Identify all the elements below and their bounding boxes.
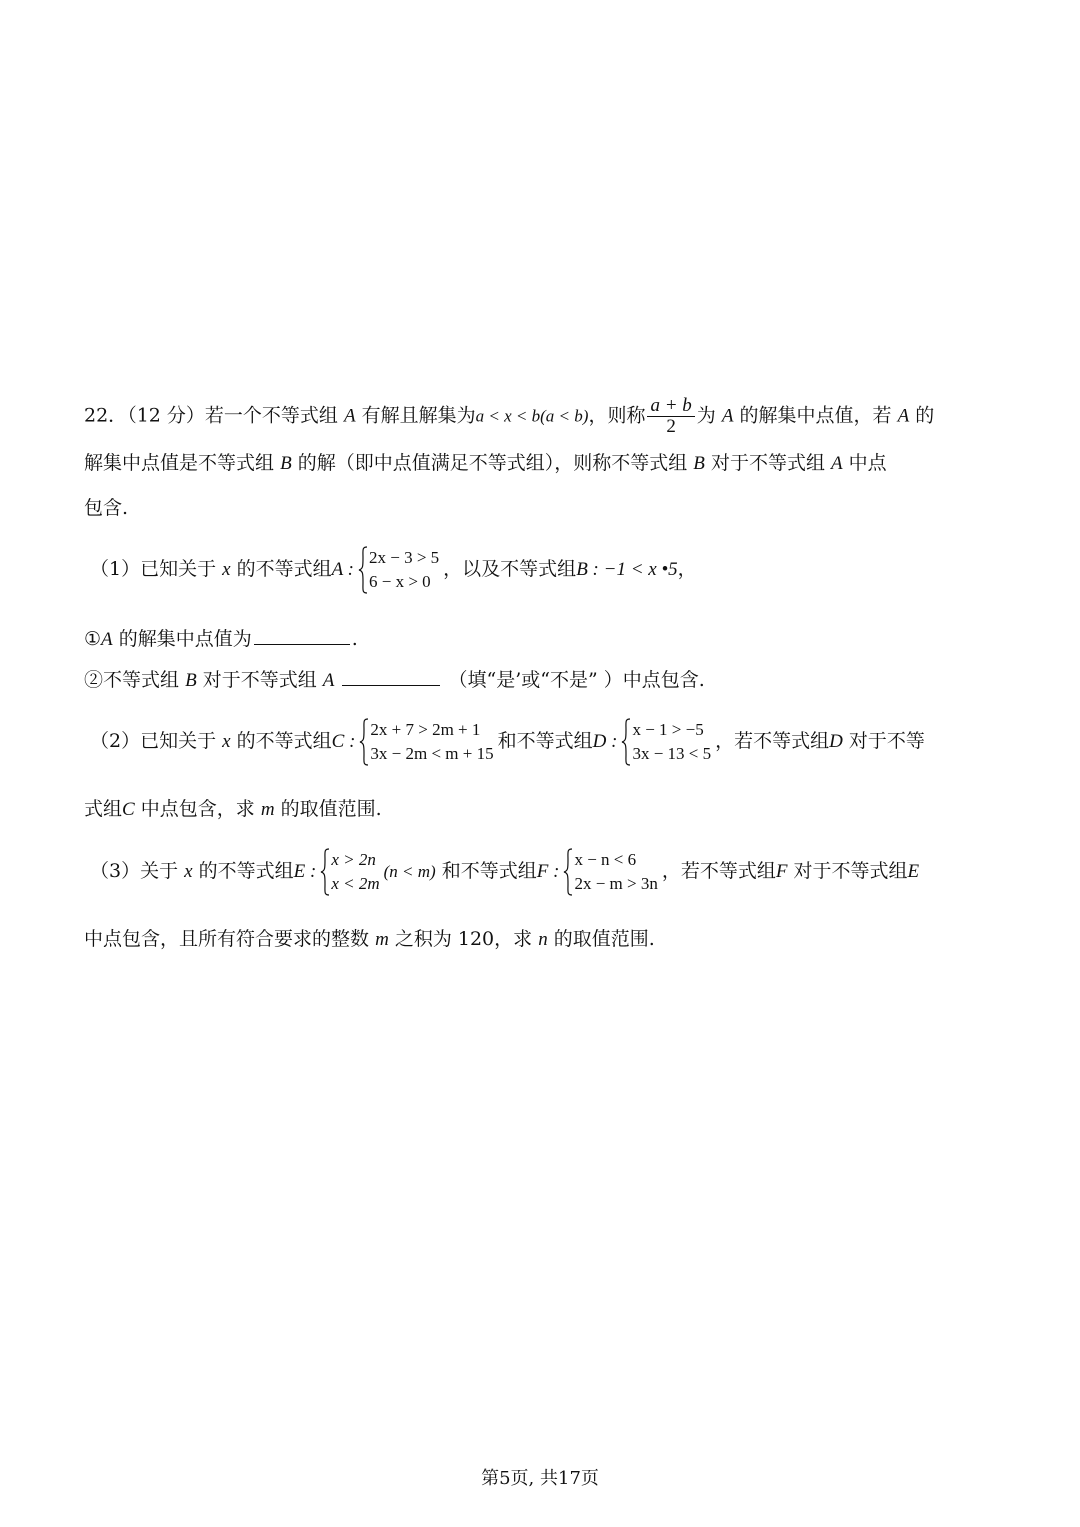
text: 中点: [848, 452, 887, 474]
symbol-A: A: [343, 405, 356, 427]
problem-line-3: [84, 495, 128, 521]
system-row: 3x − 13 < 5: [632, 744, 712, 763]
text: 对于不等式组: [202, 669, 317, 691]
var-x: x: [222, 559, 231, 580]
text: 为: [696, 404, 716, 427]
symbol-A: A: [721, 405, 734, 427]
text: ，若不等式组: [715, 730, 830, 752]
brace-icon: [563, 848, 573, 896]
brace-icon: [358, 546, 368, 594]
text: ，: [677, 558, 697, 580]
symbol-B: B: [280, 453, 292, 474]
problem-number: 22．: [84, 404, 128, 427]
text: 对于不等: [848, 730, 925, 752]
answer-blank[interactable]: [254, 624, 350, 645]
text: 式组: [84, 798, 123, 820]
symbol-C: C: [122, 799, 135, 820]
text: ②不等式组: [84, 669, 180, 691]
text: 包含.: [84, 497, 129, 519]
system-row: x > 2n: [331, 850, 376, 869]
var-x: x: [184, 861, 193, 882]
text: 的取值范围.: [553, 928, 655, 950]
system-row: x − n < 6: [574, 850, 637, 869]
system-B-expr: B : −1 < x •5: [576, 559, 678, 580]
circled-number: ①: [84, 628, 102, 650]
text: 的: [915, 404, 935, 427]
var-x: x: [222, 731, 231, 752]
text: ，若不等式组: [661, 860, 776, 882]
symbol-A: A: [322, 670, 335, 691]
part3-line-2: [84, 926, 655, 953]
system-row: 2x − m > 3n: [574, 874, 658, 893]
system-C-name: C :: [331, 731, 356, 752]
text: 中点包含，且所有符合要求的整数: [84, 928, 370, 950]
fraction-numerator: a + b: [647, 396, 694, 417]
system-row: 2x + 7 > 2m + 1: [370, 720, 481, 739]
part1-line: [90, 542, 697, 597]
part1-question-1: [84, 624, 358, 653]
system-D-name: D :: [592, 731, 618, 752]
system-E-name: E :: [293, 861, 317, 882]
system-D: [621, 718, 711, 766]
symbol-B: B: [693, 453, 705, 474]
solution-set-expr: a < x < b(a < b): [475, 406, 589, 426]
system-row: 6 − x > 0: [368, 572, 431, 591]
text: 和不等式组: [441, 860, 537, 882]
part2-line-2: [84, 796, 382, 823]
text: 的解（即中点值满足不等式组），则称不等式组: [297, 452, 688, 474]
text: 的不等式组: [236, 730, 332, 752]
var-m: m: [375, 929, 389, 950]
text: 和不等式组: [497, 730, 593, 752]
text: 中点包含，求: [140, 798, 255, 820]
part3-label: （3）关于: [90, 860, 179, 882]
problem-score: （12 分）: [127, 404, 205, 427]
answer-blank[interactable]: [342, 665, 440, 686]
text: 的解集中点值为: [118, 628, 252, 650]
text: 对于不等式组: [710, 452, 825, 474]
system-A-name: A :: [331, 559, 354, 580]
system-row: 3x − 2m < m + 15: [370, 744, 494, 763]
midpoint-fraction: [647, 396, 694, 437]
text: 之积为 120，求: [394, 928, 533, 950]
var-n: n: [538, 929, 548, 950]
part2-line: [90, 714, 925, 769]
text: 的不等式组: [236, 558, 332, 580]
system-row: x < 2m: [331, 874, 380, 893]
system-F-name: F :: [536, 861, 560, 882]
symbol-E: E: [907, 861, 920, 882]
brace-icon: [359, 718, 369, 766]
text: （填“是’或“不是” ）中点包含.: [448, 669, 705, 691]
system-A: [358, 546, 439, 594]
problem-line-2: [84, 450, 887, 477]
part2-label: （2）已知关于: [90, 730, 217, 752]
symbol-A: A: [897, 405, 910, 427]
system-row: x − 1 > −5: [632, 720, 704, 739]
text: 的取值范围.: [280, 798, 382, 820]
system-F: [563, 848, 657, 896]
brace-icon: [320, 848, 330, 896]
text: 对于不等式组: [793, 860, 908, 882]
text: 解集中点值是不等式组: [84, 452, 275, 474]
text: 有解且解集为: [361, 404, 476, 427]
part3-line: [90, 844, 919, 899]
fraction-denominator: 2: [666, 416, 676, 437]
text: .: [351, 628, 358, 650]
brace-icon: [621, 718, 631, 766]
part1-label: （1）已知关于: [90, 558, 217, 580]
symbol-B: B: [185, 670, 197, 691]
condition-expr: (n < m): [383, 862, 436, 881]
var-m: m: [260, 799, 275, 820]
text: ，则称: [588, 404, 646, 427]
symbol-F: F: [775, 861, 788, 882]
text: ，以及不等式组: [443, 558, 577, 580]
text: 的解集中点值，若: [739, 404, 892, 427]
symbol-A: A: [831, 453, 843, 474]
text: 若一个不等式组: [204, 404, 338, 427]
problem-line-1: [84, 396, 934, 437]
part1-question-2: [84, 665, 705, 694]
page-footer: 第5页, 共17页: [481, 1468, 599, 1489]
system-C: [359, 718, 493, 766]
symbol-D: D: [829, 731, 843, 752]
text: 的不等式组: [198, 860, 294, 882]
symbol-A: A: [101, 629, 113, 650]
system-E: [320, 848, 379, 896]
system-row: 2x − 3 > 5: [368, 548, 440, 567]
